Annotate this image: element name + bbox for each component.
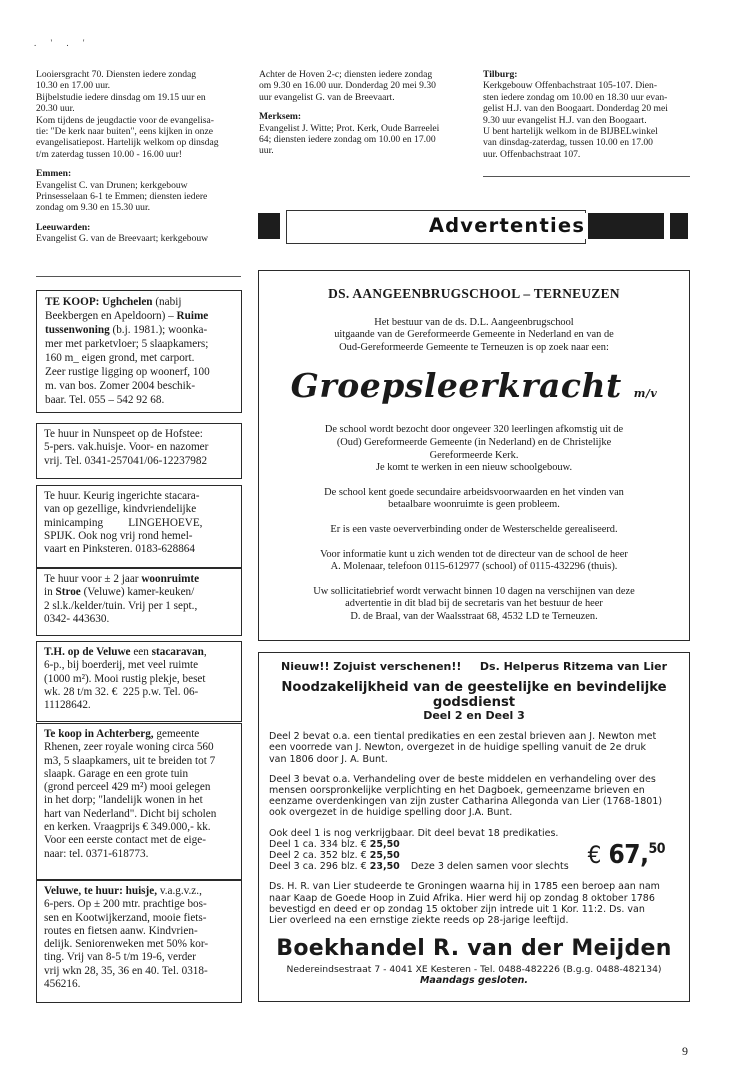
school-title: DS. AANGEENBRUGSCHOOL – TERNEUZEN <box>328 286 620 301</box>
banner-block-left <box>258 213 280 239</box>
text-line: Ds. H. R. van Lier studeerde te Groningen waarna hij in 1785 een beroep aan nam <box>269 881 660 893</box>
ad-text: sen en Kootwijkerzand, mooie fiets- <box>44 911 207 924</box>
ad-line <box>44 600 234 613</box>
text-line: 64; diensten iedere zondag om 10.00 en 17.00 <box>259 134 436 146</box>
bundle-currency: € <box>587 840 601 869</box>
ad-text: Voor een eerste contact met de eige- <box>44 834 206 847</box>
new-release-label: Nieuw!! Zojuist verschenen!! <box>281 660 462 673</box>
bundle-text: Deze 3 delen samen voor slechts <box>407 861 569 873</box>
ad-line <box>44 794 234 807</box>
ad-text: routes en fietsen aanw. Kindvrien- <box>44 924 198 937</box>
ad-line <box>44 951 234 964</box>
ad-line <box>44 673 234 686</box>
ad-text: (1000 m²). Mooi rustig plekje, beset <box>44 672 206 685</box>
closed-note: Maandags gesloten. <box>419 975 529 987</box>
advertenties-heading: Advertenties <box>426 213 588 239</box>
ad-text: Te huur. Keurig ingerichte stacara- <box>44 490 200 502</box>
text-line: Uw sollicitatiebrief wordt verwacht binnen 10 dagen na verschijnen van deze <box>313 585 635 597</box>
ad-text: stacaravan <box>151 646 204 658</box>
ad-text: vrij. Tel. 0341-257041/06-12237982 <box>44 454 208 467</box>
text-line: 9.30 uur evangelist H.J. van den Boogaart. <box>483 114 647 126</box>
ad-text: Te huur voor ± 2 jaar <box>44 573 142 585</box>
ad-text: 0342- 443630. <box>44 612 110 625</box>
ad-line <box>44 503 234 516</box>
text-line: van 1806 door J. A. Bunt. <box>269 753 388 765</box>
text-line: Bijbelstudie iedere dinsdag om 19.15 uur en <box>36 91 206 103</box>
text-line: van dinsdag-zaterdag, tussen 10.00 en 17.00 <box>483 137 653 149</box>
text-line: Deel 3 bevat o.a. Verhandeling over de beste middelen en verhandeling over des <box>269 773 656 785</box>
price-label: Deel 2 ca. 352 blz. € <box>269 850 370 862</box>
text-line: Je komt te werken in een nieuw schoolgebouw. <box>375 462 573 474</box>
ad-line <box>44 613 234 626</box>
text-line: Looiersgracht 70. Diensten iedere zondag <box>36 69 197 80</box>
text-line: Er is een vaste oeververbinding onder de Westerschelde gerealiseerd. <box>330 523 618 535</box>
ad-text: baar. Tel. 055 – 542 92 68. <box>45 394 165 406</box>
column-3-rule <box>483 176 690 177</box>
ad-line <box>45 337 234 351</box>
ad-line <box>44 978 234 991</box>
advertenties-banner <box>258 210 688 244</box>
ad-line <box>45 323 234 337</box>
ad-line <box>44 781 234 794</box>
tilburg-heading: Tilburg: <box>483 69 518 80</box>
position-title: Groepsleerkracht m/v <box>290 366 658 406</box>
ad-line <box>44 821 234 834</box>
bookshop-address: Nedereindsestraat 7 - 4041 XE Kesteren - Tel. 0488-482226 (B.g.g. 0488-482134) <box>286 964 662 976</box>
scan-marks: . ' . ' <box>34 38 91 48</box>
text-line: Evangelist J. Witte; Prot. Kerk, Oude Barreelei <box>259 122 440 134</box>
ad-text: Zeer rustige ligging op woonerf, 100 <box>45 366 210 378</box>
ad-line <box>45 309 234 323</box>
text-line: evangelisatiepost. Hartelijk welkom op dinsdag <box>36 137 219 149</box>
ad-text: m. van bos. Zomer 2004 beschik- <box>45 380 196 392</box>
ad-text: in het dorp; "landelijk wonen in het <box>44 794 203 807</box>
column-1-text <box>36 69 241 245</box>
text-line: 20.30 uur. <box>36 103 75 115</box>
ad-text: (b.j. 1981.); woonka- <box>109 324 208 336</box>
text-line: Deel 2 bevat o.a. een tiental predikaties en een zestal brieven aan J. Newton met <box>269 731 657 743</box>
ad-line <box>44 728 234 741</box>
text-line: gelist H.J. van den Boogaart. Donderdag 20 mei <box>483 103 668 115</box>
ad-text: ting. Vrij van 8-5 t/m 19-6, verder <box>44 951 196 964</box>
ad-text: hart van Nederland". Dicht bij scholen <box>44 807 217 820</box>
text-line: tie: "De kerk naar buiten", eens kijken in onze <box>36 126 213 138</box>
column-3-text <box>483 69 690 160</box>
ad-text: tussenwoning <box>45 324 110 336</box>
text-line: Achter de Hoven 2-c; diensten iedere zondag <box>259 69 433 80</box>
ad-line <box>44 659 234 672</box>
bundle-main: 67, <box>608 839 649 870</box>
ad-text: (nabij <box>152 296 182 308</box>
text-line: A. Molenaar, telefoon 0115-612977 (school) of 0115-432296 (thuis). <box>330 561 618 573</box>
text-line: eenzame overdenkingen van zijn zuster Catharina Allegonda van Lier (1768-1801) <box>269 796 663 808</box>
ad-line <box>44 517 234 530</box>
text-line: t/m zaterdag tussen 10.00 - 16.00 uur! <box>36 148 183 160</box>
ad-text: 2 sl.k./kelder/tuin. Vrij per 1 sept., <box>44 599 198 612</box>
ad-text: minicamping LINGEHOEVE, <box>44 516 203 529</box>
price-label: Deel 3 ca. 296 blz. € <box>269 861 370 873</box>
text-line: Lier overleed na een ernstige ziekte reeds op 28-jarige leeftijd. <box>269 915 569 927</box>
classified-ad <box>36 723 242 880</box>
merksem-text <box>259 123 467 157</box>
school-paragraph-3 <box>259 524 689 537</box>
ad-line <box>44 686 234 699</box>
ad-text: en kerken. Vraagprijs € 349.000,- kk. <box>44 821 211 834</box>
school-paragraph-2 <box>259 487 689 512</box>
ad-text: 5-pers. vak.huisje. Voor- en nazomer <box>44 441 209 454</box>
banner-block-end <box>670 213 688 239</box>
text-line: U bent hartelijk welkom in de BIJBELwinkel <box>483 126 658 138</box>
bundle-cents: 50 <box>648 840 665 857</box>
bookshop-name: Boekhandel R. van der Meijden <box>276 936 672 962</box>
book-paragraph-1 <box>269 731 679 765</box>
text-line: naar Kaap de Goede Hoop in Zuid Afrika. Hier werd hij op zondag 8 oktober 1786 <box>269 892 655 904</box>
ad-line <box>44 808 234 821</box>
text-line: 10.30 en 17.00 uur. <box>36 80 111 92</box>
ad-text: Te koop in Achterberg, <box>44 728 154 740</box>
ad-text: naar: tel. 0371-618773. <box>44 847 149 860</box>
text-line: De school kent goede secundaire arbeidsvoorwaarden en het vinden van <box>324 486 624 498</box>
price-value: 25,50 <box>369 850 400 862</box>
text-line: zondag om 9.30 en 15.30 uur. <box>36 202 151 214</box>
text-line: uur evangelist G. van de Breevaart. <box>259 91 395 103</box>
bundle-price <box>588 834 665 870</box>
book-title: Noodzakelijkheid van de geestelijke en bevindelijke godsdienst <box>281 680 667 711</box>
ad-line <box>45 379 234 393</box>
leeuwarden-heading: Leeuwarden: <box>36 221 91 233</box>
text-line: een voorrede van J. Newton, overgezet in de huidige spelling vanuit de 2e druk <box>269 742 647 754</box>
text-line: Oud-Gereformeerde Gemeente te Terneuzen is op zoek naar een: <box>339 341 609 353</box>
ad-text: 6-pers. Op ± 200 mtr. prachtige bos- <box>44 898 207 911</box>
text-line: D. de Braal, van der Waalsstraat 68, 4532 LD te Terneuzen. <box>350 610 598 622</box>
ad-text: wk. 28 t/m 32. € 225 p.w. Tel. 06- <box>44 685 199 698</box>
ad-text: SPIJK. Ook nog vrij rond hemel- <box>44 529 193 542</box>
emmen-text <box>36 180 241 214</box>
ad-text: (Veluwe) kamer-keuken/ <box>80 586 195 599</box>
ad-line <box>44 965 234 978</box>
text-line: Voor informatie kunt u zich wenden tot de directeur van de school de heer <box>320 548 628 560</box>
text-line: sten iedere zondag om 10.00 en 18.30 uur evan- <box>483 91 668 103</box>
leeuwarden-text <box>36 233 241 244</box>
ad-text: 6-p., bij boerderij, met veel ruimte <box>44 659 199 672</box>
merksem-heading: Merksem: <box>259 111 302 123</box>
col1-intro <box>36 69 241 160</box>
ad-text: 160 m_ eigen grond, met carport. <box>45 352 195 364</box>
ad-text: (grond perceel 429 m²) mooi gelegen <box>44 781 211 794</box>
school-paragraph-4 <box>259 549 689 574</box>
text-line: advertentie in dit blad bij de secretaris van het bestuur de heer <box>345 598 603 610</box>
ad-text: Beekbergen en Apeldoorn) – <box>45 310 177 322</box>
classified-ad <box>36 880 242 1003</box>
text-line: Het bestuur van de ds. D.L. Aangeenbrugschool <box>374 316 574 328</box>
ad-text: 11128642. <box>44 699 91 712</box>
banner-block-right <box>588 213 664 239</box>
ad-line <box>44 441 234 454</box>
classified-ad <box>36 290 242 413</box>
position-suffix: m/v <box>633 387 658 401</box>
ad-text: T.H. op de Veluwe <box>44 646 131 658</box>
ad-text: een <box>130 646 152 658</box>
ad-text: woonruimte <box>141 573 200 585</box>
ad-line <box>44 912 234 925</box>
ad-line <box>44 490 234 503</box>
ad-text: vaart en Pinksteren. 0183-628864 <box>44 543 195 556</box>
ad-line <box>44 543 234 556</box>
text-line: ook overgezet in de huidige spelling door J.A. Bunt. <box>269 807 513 819</box>
school-vacancy-ad <box>258 270 690 641</box>
classified-ad <box>36 423 242 479</box>
book-author: Ds. Helperus Ritzema van Lier <box>479 660 667 673</box>
col2-intro <box>259 69 467 103</box>
text-line: Evangelist C. van Drunen; kerkgebouw <box>36 179 188 191</box>
school-paragraph-1 <box>259 424 689 474</box>
book-paragraph-2 <box>269 774 679 819</box>
ad-line <box>44 573 234 586</box>
text-line: mensen oorspronkelijke verplichting en het Dagboek, gemeenzame brieven en <box>269 785 645 797</box>
ad-line <box>45 351 234 365</box>
price-value: 23,50 <box>369 861 400 873</box>
classified-ad <box>36 485 242 568</box>
text-line: (Oud) Gereformeerde Gemeente (in Nederland) en de Christelijke <box>336 436 612 448</box>
ad-text: Te huur in Nunspeet op de Hofstee: <box>44 428 203 440</box>
book-paragraph-3 <box>269 881 679 926</box>
text-line: betaalbare woonruimte is geen probleem. <box>388 499 560 511</box>
price-label: Deel 1 ca. 334 blz. € <box>269 838 370 850</box>
text-line: uur. <box>259 145 274 157</box>
text-line: Prinsesselaan 6-1 te Emmen; diensten iedere <box>36 191 208 203</box>
ad-line <box>44 938 234 951</box>
ad-text: mer met parketvloer; 5 slaapkamers; <box>45 338 209 350</box>
ad-text: , <box>203 646 207 658</box>
ad-text: van op gezellige, kindvriendelijke <box>44 503 197 516</box>
book-ad <box>258 652 690 1002</box>
column-1-rule <box>36 276 241 277</box>
ad-text: delijk. Seniorenweken met 50% kor- <box>44 938 209 951</box>
classified-ad <box>36 568 242 636</box>
ad-line <box>44 898 234 911</box>
tilburg-text <box>483 80 690 160</box>
ad-text: Rhenen, zeer royale woning circa 560 <box>44 741 214 754</box>
ad-line <box>44 925 234 938</box>
ad-line <box>44 530 234 543</box>
ad-text: slaapk. Garage en een grote tuin <box>44 767 189 780</box>
ad-line <box>44 741 234 754</box>
ad-text: gemeente <box>153 728 200 740</box>
text-line: Evangelist G. van de Breevaart; kerkgebouw <box>36 233 209 245</box>
ad-line <box>45 393 234 407</box>
ad-line <box>44 768 234 781</box>
text-line: om 9.30 en 16.00 uur. Donderdag 20 mei 9.30 <box>259 80 436 92</box>
classified-ad <box>36 641 242 722</box>
ad-text: Veluwe, te huur: huisje, <box>44 885 158 897</box>
ad-text: Stroe <box>55 586 81 599</box>
ad-line <box>44 455 234 468</box>
emmen-heading: Emmen: <box>36 168 72 180</box>
ad-text: Ruime <box>176 310 209 322</box>
ad-line <box>44 699 234 712</box>
school-paragraph-5 <box>259 586 689 624</box>
ad-line <box>44 885 234 898</box>
text-line: Kerkgebouw Offenbachstraat 105-107. Dien- <box>483 80 658 92</box>
price-list <box>269 828 679 873</box>
ad-text: m3, 5 slaapkamers, uit te breiden tot 7 <box>44 754 216 767</box>
ad-line <box>44 834 234 847</box>
ad-line <box>44 428 234 441</box>
text-line: uur. Offenbachstraat 107. <box>483 148 581 160</box>
text-line: De school wordt bezocht door ongeveer 320 leerlingen afkomstig uit de <box>324 424 624 436</box>
ad-line <box>45 295 234 309</box>
text-line: Kom tijdens de jeugdactie voor de evangelisa- <box>36 114 214 126</box>
page-number: 9 <box>682 1044 688 1058</box>
text-line: bevestigd en deed er op zondag 15 oktober zijn intrede uit 1 Kor. 11:2. Ds. van <box>269 903 645 915</box>
text-line: uitgaande van de Gereformeerde Gemeente in Nederland en van de <box>334 329 614 341</box>
ad-text: TE KOOP: Ughchelen <box>45 296 153 308</box>
ad-line <box>44 755 234 768</box>
ad-text: vrij wkn 28, 35, 36 en 40. Tel. 0318- <box>44 964 208 977</box>
ad-line <box>45 365 234 379</box>
price-value: 25,50 <box>369 838 400 850</box>
text-line: Gereformeerde Kerk. <box>429 449 519 461</box>
ad-line <box>44 646 234 659</box>
ad-line <box>44 586 234 599</box>
school-intro <box>259 317 689 355</box>
ad-line <box>44 848 234 861</box>
ad-text: 456216. <box>44 978 81 991</box>
book-subtitle: Deel 2 en Deel 3 <box>423 709 525 723</box>
deel1-note: Ook deel 1 is nog verkrijgbaar. Dit deel bevat 18 predikaties. <box>269 827 559 839</box>
ad-text: v.a.g.v.z., <box>157 885 202 897</box>
column-2-text <box>259 69 467 157</box>
ad-text: in <box>44 586 56 599</box>
